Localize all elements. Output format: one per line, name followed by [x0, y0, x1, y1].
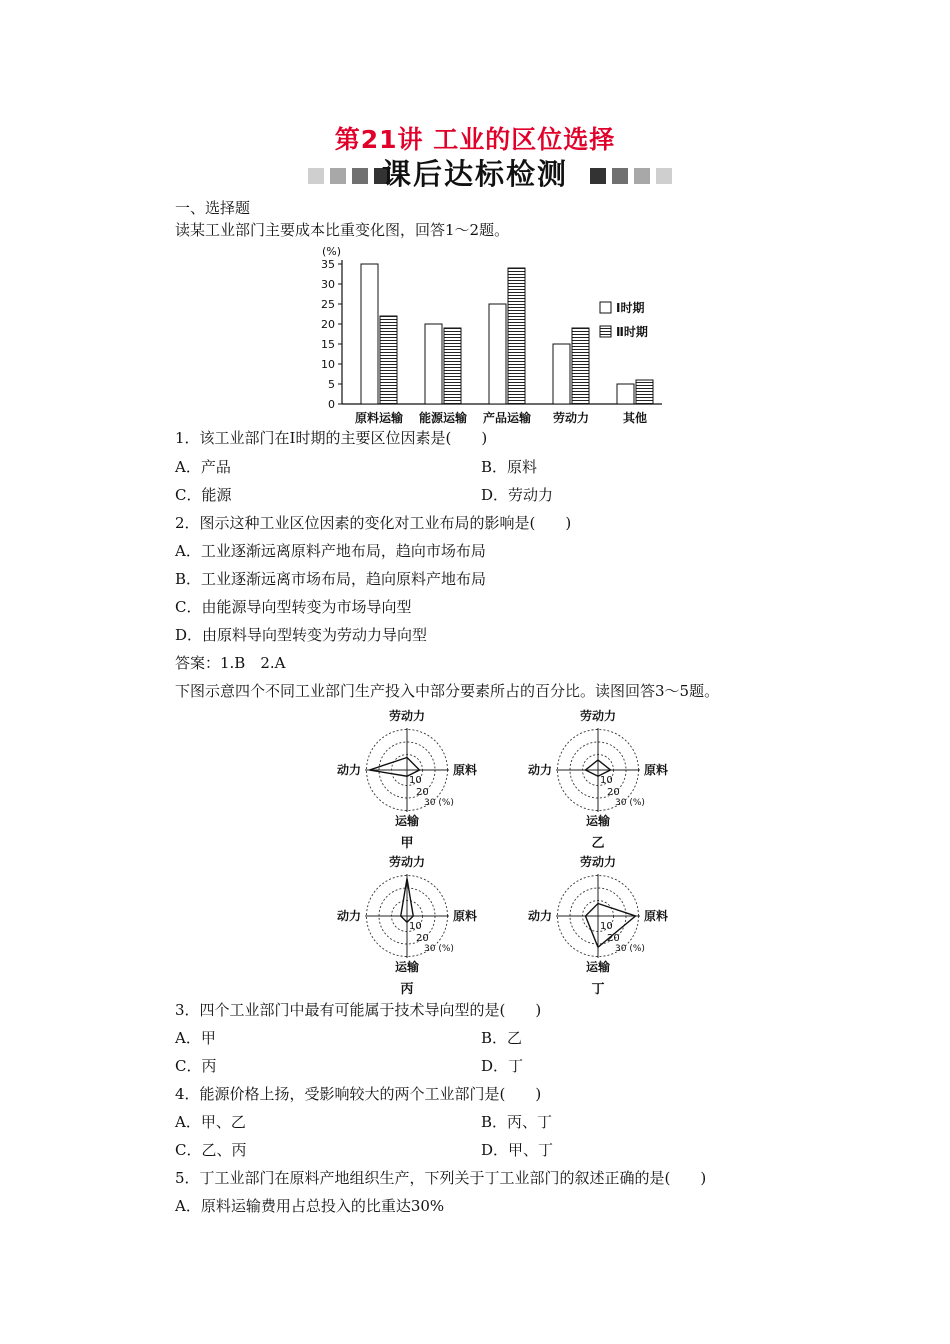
bar-period2-1: [444, 328, 461, 404]
y-tick-label: 20: [321, 318, 335, 331]
ring-label-20: 20: [607, 787, 620, 798]
q2-option-c[interactable]: C．由能源导向型转变为市场导向型: [175, 598, 412, 616]
bar-period1-1: [425, 324, 442, 404]
legend-swatch: [600, 302, 611, 313]
radar-chart-name: 丙: [400, 982, 414, 997]
axis-label-right: 原料: [453, 763, 478, 777]
bar-period1-0: [361, 264, 378, 404]
banner-square-right-2: [612, 168, 628, 184]
intro-q3-5: 下图示意四个不同工业部门生产投入中部分要素所占的百分比。读图回答3～5题。: [175, 682, 720, 700]
axis-label-right: 原料: [644, 763, 669, 777]
q1-option-c[interactable]: C．能源: [175, 486, 232, 504]
ring-label-10: 10: [600, 775, 613, 786]
ring-label-10: 10: [600, 921, 613, 932]
banner-square-right-1: [590, 168, 606, 184]
y-tick-label: 10: [321, 358, 335, 371]
ring-label-30: 30 (%): [424, 944, 454, 954]
ring-label-20: 20: [607, 933, 620, 944]
answer-line: 答案：1.B 2.A: [175, 654, 286, 672]
radar-chart-2: [337, 854, 477, 997]
q3-stem: 3．四个工业部门中最有可能属于技术导向型的是( ): [175, 1001, 542, 1019]
axis-label-top: 劳动力: [388, 855, 426, 869]
y-tick-label: 5: [328, 378, 335, 391]
x-category-label: 能源运输: [418, 411, 468, 425]
axis-label-bottom: 运输: [585, 960, 611, 974]
cost-bar-chart: [300, 238, 680, 428]
page-title: 第21讲 工业的区位选择: [334, 125, 616, 154]
section-banner: [0, 157, 950, 193]
q2-option-d[interactable]: D．由原料导向型转变为劳动力导向型: [175, 626, 428, 644]
bar-period2-3: [572, 328, 589, 404]
q1-option-b[interactable]: B．原料: [481, 458, 538, 476]
axis-label-top: 劳动力: [579, 709, 617, 723]
x-category-label: 其他: [622, 411, 648, 425]
y-tick-label: 15: [321, 338, 335, 351]
axis-label-left: 动力: [527, 909, 552, 923]
y-tick-label: 0: [328, 398, 335, 411]
axis-label-top: 劳动力: [579, 855, 617, 869]
legend-swatch: [600, 326, 611, 337]
q4-option-d[interactable]: D．甲、丁: [481, 1141, 554, 1159]
axis-label-bottom: 运输: [585, 814, 611, 828]
axis-label-left: 动力: [336, 763, 361, 777]
q3-option-c[interactable]: C．丙: [175, 1057, 217, 1075]
q5-stem: 5．丁工业部门在原料产地组织生产，下列关于丁工业部门的叙述正确的是( ): [175, 1169, 707, 1187]
q1-option-d[interactable]: D．劳动力: [481, 486, 554, 504]
bar-period1-3: [553, 344, 570, 404]
bar-period1-4: [617, 384, 634, 404]
ring-label-30: 30 (%): [424, 798, 454, 808]
q5-option-a[interactable]: A．原料运输费用占总投入的比重达30%: [175, 1197, 445, 1215]
legend-label: Ⅱ时期: [616, 325, 648, 339]
q3-option-d[interactable]: D．丁: [481, 1057, 524, 1075]
section-heading: 一、选择题: [175, 199, 251, 217]
radar-chart-0: [337, 708, 477, 851]
radar-polygon: [370, 758, 420, 777]
bar-period2-4: [636, 380, 653, 404]
q1-option-a[interactable]: A．产品: [175, 458, 231, 476]
y-tick-label: 35: [321, 258, 335, 271]
radar-chart-name: 乙: [591, 836, 605, 851]
x-category-label: 原料运输: [354, 411, 404, 425]
y-tick-label: 25: [321, 298, 335, 311]
ring-label-30: 30 (%): [615, 798, 645, 808]
q4-option-b[interactable]: B．丙、丁: [481, 1113, 553, 1131]
bar-period1-2: [489, 304, 506, 404]
radar-chart-1: [528, 708, 668, 851]
q2-option-b[interactable]: B．工业逐渐远离市场布局，趋向原料产地布局: [175, 570, 487, 588]
radar-charts: [0, 700, 950, 1000]
radar-chart-3: [528, 854, 668, 997]
y-unit-label: (%): [322, 245, 342, 258]
q4-stem: 4．能源价格上扬，受影响较大的两个工业部门是( ): [175, 1085, 542, 1103]
axis-label-right: 原料: [644, 909, 669, 923]
x-category-label: 劳动力: [552, 411, 590, 425]
q3-option-b[interactable]: B．乙: [481, 1029, 523, 1047]
q1-stem: 1．该工业部门在Ⅰ时期的主要区位因素是( ): [175, 429, 488, 447]
axis-label-bottom: 运输: [394, 814, 420, 828]
axis-label-left: 动力: [336, 909, 361, 923]
q4-option-a[interactable]: A．甲、乙: [175, 1113, 246, 1131]
q4-option-c[interactable]: C．乙、丙: [175, 1141, 247, 1159]
axis-label-bottom: 运输: [394, 960, 420, 974]
y-tick-label: 30: [321, 278, 335, 291]
q2-stem: 2．图示这种工业区位因素的变化对工业布局的影响是( ): [175, 514, 572, 532]
q2-option-a[interactable]: A．工业逐渐远离原料产地布局，趋向市场布局: [175, 542, 486, 560]
banner-square-right-3: [634, 168, 650, 184]
ring-label-10: 10: [409, 921, 422, 932]
banner-square-right-4: [656, 168, 672, 184]
radar-chart-name: 甲: [400, 836, 414, 851]
ring-label-20: 20: [416, 933, 429, 944]
axis-label-top: 劳动力: [388, 709, 426, 723]
q3-option-a[interactable]: A．甲: [175, 1029, 216, 1047]
x-category-label: 产品运输: [482, 411, 532, 425]
banner-text: 课后达标检测: [381, 157, 568, 191]
ring-label-10: 10: [409, 775, 422, 786]
axis-label-right: 原料: [453, 909, 478, 923]
radar-chart-name: 丁: [591, 982, 605, 997]
axis-label-left: 动力: [527, 763, 552, 777]
legend-label: Ⅰ时期: [616, 301, 645, 315]
intro-q1-2: 读某工业部门主要成本比重变化图，回答1～2题。: [175, 221, 510, 239]
bar-period2-2: [508, 268, 525, 404]
bar-period2-0: [380, 316, 397, 404]
ring-label-20: 20: [416, 787, 429, 798]
ring-label-30: 30 (%): [615, 944, 645, 954]
